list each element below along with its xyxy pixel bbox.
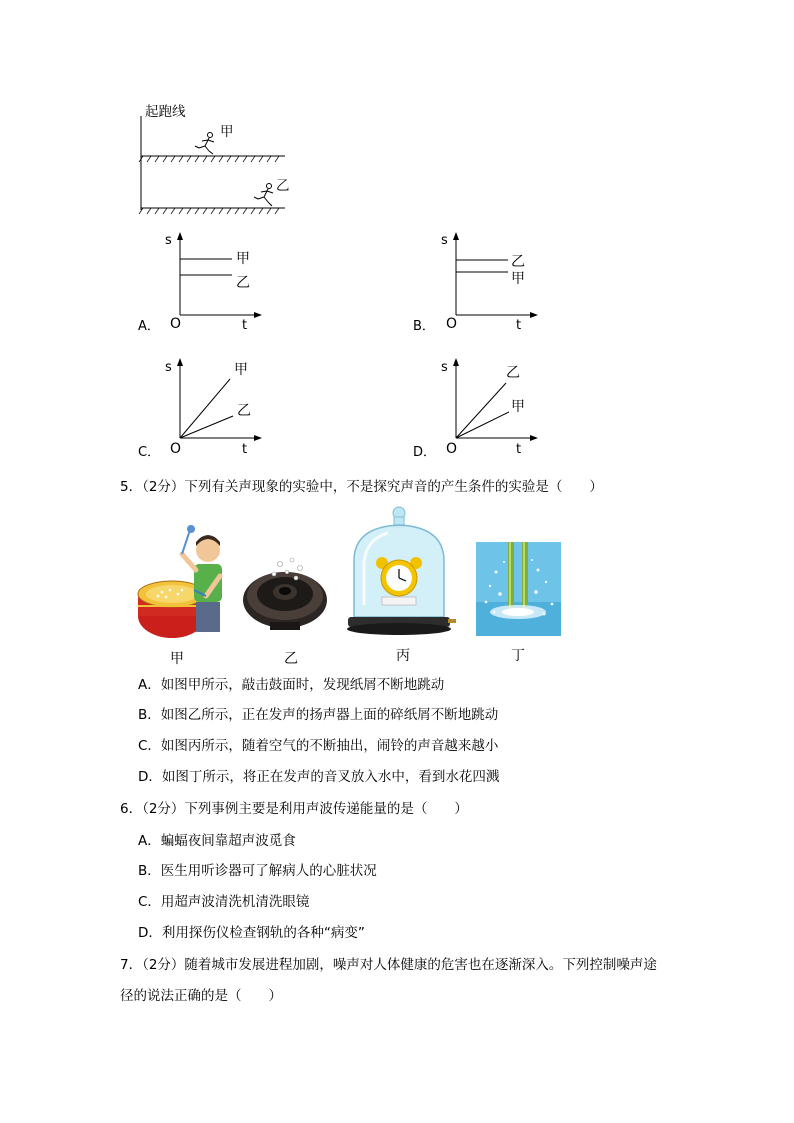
graph-a-top-label: 甲 xyxy=(236,251,250,267)
drum-boy-picture xyxy=(136,524,232,642)
option-a-letter: A． xyxy=(138,319,160,334)
caption-yi: 乙 xyxy=(284,651,298,667)
graph-a-s: s xyxy=(165,233,172,248)
graph-d-line-steep xyxy=(456,383,506,438)
graph-c-s: s xyxy=(165,360,172,375)
graph-b-t: t xyxy=(516,318,522,333)
q6-option-d: D．利用探伤仪检查钢轨的各种“病变” xyxy=(138,925,365,941)
q5-stem: 5．（2分）下列有关声现象的实验中，不是探究声音的产生条件的实验是（ ） xyxy=(120,479,603,495)
speaker-picture xyxy=(240,552,330,632)
graph-a-origin: O xyxy=(170,316,182,332)
q6-stem: 6．（2分）下列事例主要是利用声波传递能量的是（ ） xyxy=(120,801,468,817)
option-b-letter: B． xyxy=(413,319,435,334)
graph-b-s: s xyxy=(441,233,448,248)
graph-d-s: s xyxy=(441,360,448,375)
caption-ding: 丁 xyxy=(511,648,525,664)
q5-option-d: D．如图丁所示，将正在发声的音叉放入水中，看到水花四溅 xyxy=(138,769,500,785)
graph-d-bottom-label: 甲 xyxy=(511,399,525,415)
option-c-letter: C． xyxy=(138,445,161,460)
caption-jia: 甲 xyxy=(170,651,184,667)
q5-option-b: B．如图乙所示，正在发声的扬声器上面的碎纸屑不断地跳动 xyxy=(138,707,499,723)
q7-stem-line2: 径的说法正确的是（ ） xyxy=(120,988,282,1004)
graph-d-t: t xyxy=(516,442,522,457)
graph-c-line-steep xyxy=(180,379,230,438)
graph-c-t: t xyxy=(242,442,248,457)
graph-c-origin: O xyxy=(170,441,182,457)
graph-d-origin: O xyxy=(446,441,458,457)
graph-a-bottom-label: 乙 xyxy=(236,275,250,291)
runner-b-label: 乙 xyxy=(276,178,290,194)
start-line-label: 起跑线 xyxy=(145,104,186,120)
runner-a-icon xyxy=(195,133,214,155)
graph-c-bottom-label: 乙 xyxy=(237,403,251,419)
bell-jar-picture xyxy=(344,505,458,645)
graph-d-top-label: 乙 xyxy=(506,365,520,381)
runner-b-icon xyxy=(254,184,273,207)
q6-option-a: A．蝙蝠夜间靠超声波觅食 xyxy=(138,833,296,849)
graph-b-top-label: 乙 xyxy=(511,254,525,270)
graph-c-top-label: 甲 xyxy=(234,362,248,378)
tuning-fork-water-picture xyxy=(476,542,561,636)
option-d-letter: D． xyxy=(413,445,437,460)
runner-a-label: 甲 xyxy=(220,124,234,140)
graph-c-line-shallow xyxy=(180,416,233,438)
q6-option-b: B．医生用听诊器可了解病人的心脏状况 xyxy=(138,863,377,879)
q7-stem-line1: 7．（2分）随着城市发展进程加剧，噪声对人体健康的危害也在逐渐深入。下列控制噪声途 xyxy=(120,957,657,973)
q5-option-c: C．如图丙所示，随着空气的不断抽出，闹铃的声音越来越小 xyxy=(138,738,499,754)
graph-d-line-shallow xyxy=(456,412,509,438)
caption-bing: 丙 xyxy=(396,648,410,664)
graph-a-t: t xyxy=(242,318,248,333)
q6-option-c: C．用超声波清洗机清洗眼镜 xyxy=(138,894,310,910)
graph-b-origin: O xyxy=(446,316,458,332)
graph-b-bottom-label: 甲 xyxy=(511,271,525,287)
q5-option-a: A．如图甲所示，敲击鼓面时，发现纸屑不断地跳动 xyxy=(138,677,445,693)
